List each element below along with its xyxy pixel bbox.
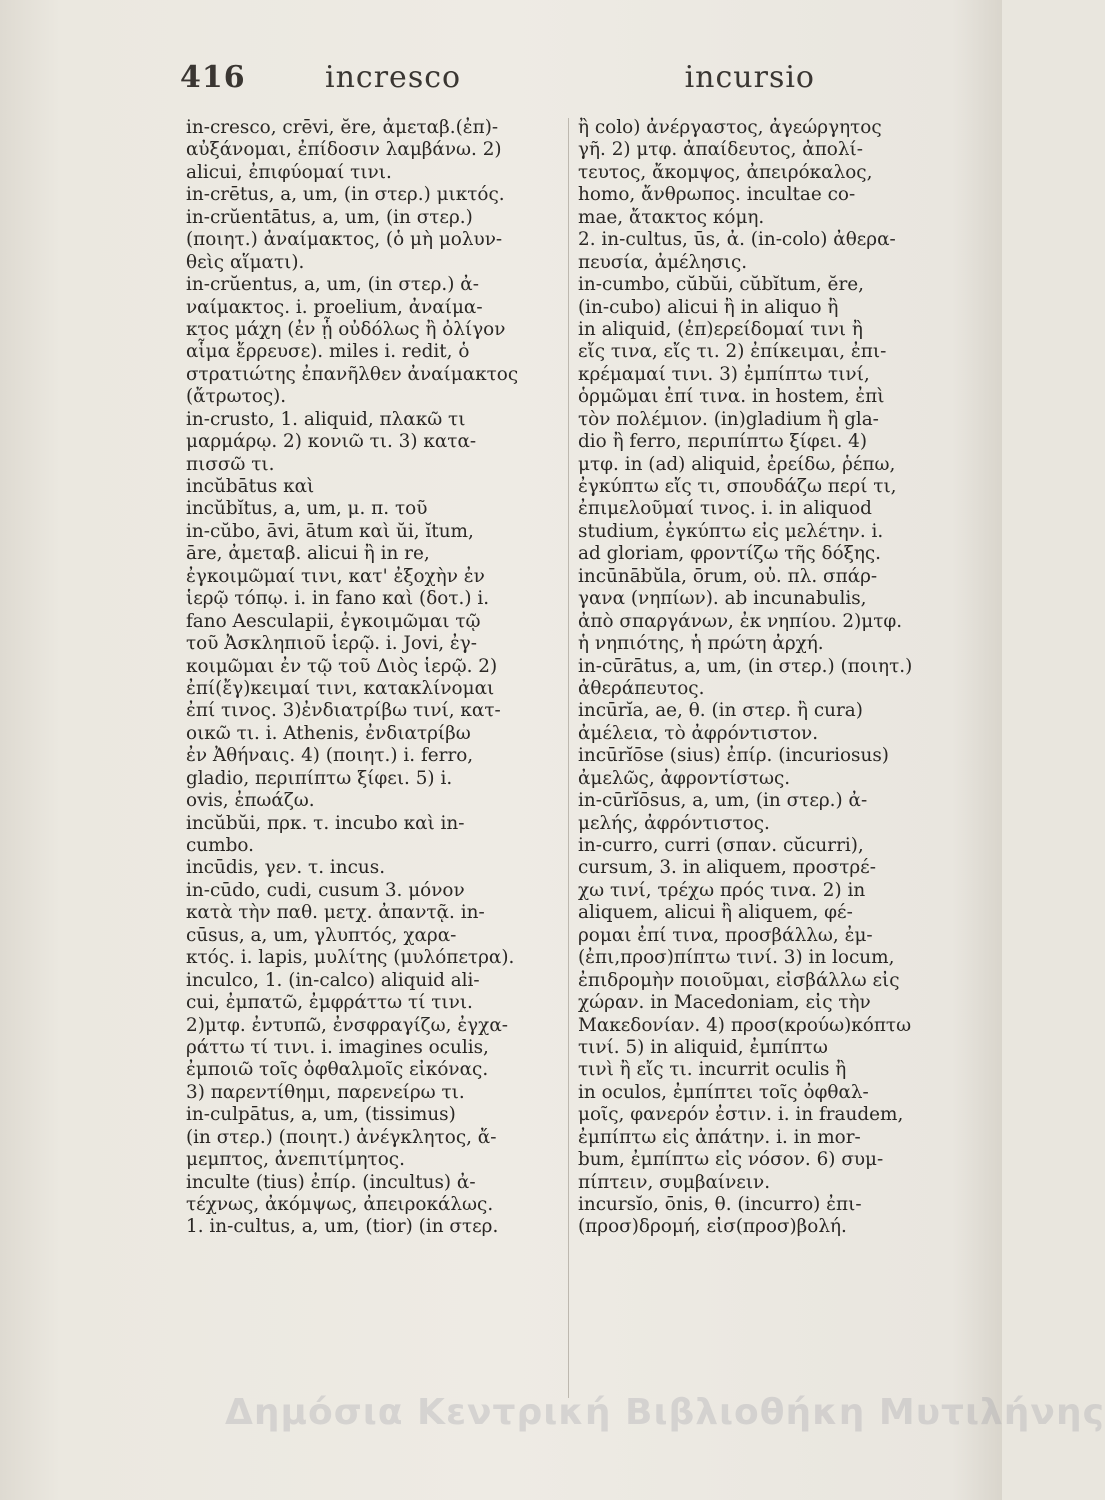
text-line: ἐν Ἀθήναις. 4) (ποιητ.) i. ferro,	[186, 745, 474, 767]
page-header	[180, 60, 820, 108]
text-line: (ἄτρωτος).	[186, 386, 287, 408]
text-line: 1. in-cultus, a, um, (tior) (in στερ.	[186, 1216, 499, 1238]
text-line: in-culpātus, a, um, (tissimus)	[186, 1104, 456, 1126]
text-line: 2)μτφ. ἐντυπῶ, ἐνσφραγίζω, ἐγχα-	[186, 1014, 508, 1036]
text-line: incūrĭōse (sius) ἐπίρ. (incuriosus)	[578, 745, 889, 767]
text-line: dio ἢ ferro, περιπίπτω ξίφει. 4)	[578, 431, 868, 453]
text-line: ἐπί(ἔγ)κειμαί τινι, κατακλίνομαι	[186, 677, 495, 699]
text-line: gladio, περιπίπτω ξίφει. 5) i.	[186, 767, 453, 789]
text-line: κρέμαμαί τινι. 3) ἐμπίπτω τινί,	[578, 363, 870, 385]
text-line: ἐγκοιμῶμαί τινι, κατ' ἐξοχὴν ἐν	[186, 565, 485, 587]
right-column	[578, 117, 956, 1239]
text-line: πευσία, ἀμέλησις.	[578, 251, 748, 273]
text-line: fano Aesculapii, ἐγκοιμῶμαι τῷ	[186, 610, 481, 632]
text-line: alicui, ἐπιφύομαί τινι.	[186, 161, 392, 183]
left-guide-word: incresco	[325, 60, 462, 95]
text-line: μτφ. in (ad) aliquid, ἐρείδω, ῥέπω,	[578, 453, 896, 475]
text-line: ἀπὸ σπαργάνων, ἐκ νηπίου. 2)μτφ.	[578, 610, 903, 632]
text-line: incŭbātus καὶ	[186, 476, 315, 497]
text-line: ἐμποιῶ τοῖς ὀφθαλμοῖς εἰκόνας.	[186, 1059, 489, 1081]
text-line: μεμπτος, ἀνεπιτίμητος.	[186, 1149, 405, 1171]
text-line: ἀμέλεια, τὸ ἀφρόντιστον.	[578, 722, 819, 744]
text-line: cumbo.	[186, 835, 254, 856]
text-line: ἡ νηπιότης, ἡ πρώτη ἀρχή.	[578, 633, 824, 655]
text-line: ἐγκύπτω εἴς τι, σπουδάζω περί τι,	[578, 476, 897, 497]
text-line: εἴς τινα, εἴς τι. 2) ἐπίκειμαι, ἐπι-	[578, 341, 887, 363]
text-line: ἱερῷ τόπῳ. i. in fano καὶ (δοτ.) i.	[186, 588, 490, 610]
text-line: bum, ἐμπίπτω εἰς νόσον. 6) συμ-	[578, 1149, 884, 1171]
text-line: κτος μάχη (ἐν ᾗ οὐδόλως ἢ ὀλίγον	[186, 318, 506, 340]
text-line: studium, ἐγκύπτω εἰς μελέτην. i.	[578, 520, 884, 542]
text-line: 3) παρεντίθημι, παρενείρω τι.	[186, 1081, 465, 1103]
text-line: 2. in-cultus, ūs, ἀ. (in-colo) ἀθερα-	[578, 229, 896, 251]
text-line: āre, ἀμεταβ. alicui ἢ in re,	[186, 543, 430, 565]
text-line: in-cumbo, cŭbŭi, cŭbĭtum, ĕre,	[578, 274, 864, 296]
text-line: incursĭo, ōnis, θ. (incurro) ἐπι-	[578, 1194, 862, 1215]
text-line: ὁρμῶμαι ἐπί τινα. in hostem, ἐπὶ	[578, 386, 885, 408]
text-line: mae, ἄτακτος κόμη.	[578, 206, 765, 228]
text-line: τοῦ Ἀσκληπιοῦ ἱερῷ. i. Jovi, ἐγ-	[186, 633, 477, 655]
text-line: αὐξάνομαι, ἐπίδοσιν λαμβάνω. 2)	[186, 139, 502, 161]
library-watermark: Δημόσια Κεντρική Βιβλιοθήκη Μυτιλήνης	[225, 1392, 1105, 1433]
text-line: inculco, 1. (in-calco) aliquid ali-	[186, 969, 480, 991]
text-line: μελής, ἀφρόντιστος.	[578, 812, 770, 834]
text-line: πισσῶ τι.	[186, 453, 275, 475]
text-line: ἐπιδρομὴν ποιοῦμαι, εἰσβάλλω εἰς	[578, 969, 900, 991]
text-line: οικῶ τι. i. Athenis, ἐνδιατρίβω	[186, 722, 471, 744]
text-line: αἷμα ἔρρευσε). miles i. redit, ὁ	[186, 341, 470, 363]
text-line: ρομαι ἐπί τινα, προσβάλλω, ἐμ-	[578, 924, 873, 946]
text-line: (in στερ.) (ποιητ.) ἀνέγκλητος, ἄ-	[186, 1126, 497, 1148]
text-line: incūnābŭla, ōrum, οὐ. πλ. σπάρ-	[578, 565, 878, 587]
text-line: κατὰ τὴν παθ. μετχ. ἀπαντᾷ. in-	[186, 902, 485, 924]
text-line: τινὶ ἢ εἴς τι. incurrit oculis ἢ	[578, 1059, 847, 1081]
text-line: γῆ. 2) μτφ. ἀπαίδευτος, ἀπολί-	[578, 139, 863, 161]
text-line: ἀθεράπευτος.	[578, 677, 705, 699]
text-line: ad gloriam, φροντίζω τῆς δόξης.	[578, 543, 881, 565]
text-line: cursum, 3. in aliquem, προστρέ-	[578, 857, 876, 879]
text-line: ἐπί τινος. 3)ἐνδιατρίβω τινί, κατ-	[186, 700, 501, 722]
text-line: (προσ)δρομή, εἰσ(προσ)βολή.	[578, 1216, 847, 1238]
text-line: in-cūrĭōsus, a, um, (in στερ.) ἀ-	[578, 790, 868, 812]
text-line: τὸν πολέμιον. (in)gladium ἢ gla-	[578, 408, 879, 430]
text-line: homo, ἄνθρωπος. incultae co-	[578, 184, 856, 206]
text-line: in-cūrātus, a, um, (in στερ.) (ποιητ.)	[578, 655, 913, 677]
text-line: στρατιώτης ἐπανῆλθεν ἀναίμακτος	[186, 363, 519, 385]
text-line: (ποιητ.) ἀναίμακτος, (ὁ μὴ μολυν-	[186, 229, 503, 251]
text-line: inculte (tius) ἐπίρ. (incultus) ἀ-	[186, 1171, 476, 1193]
text-line: (ἐπι,προσ)πίπτω τινί. 3) in locum,	[578, 947, 895, 969]
text-line: χω τινί, τρέχω πρός τινα. 2) in	[578, 879, 866, 901]
text-line: in aliquid, (ἐπ)ερείδομαί τινι ἢ	[578, 318, 863, 340]
text-line: aliquem, alicui ἢ aliquem, φέ-	[578, 902, 853, 924]
text-line: in-crusto, 1. aliquid, πλακῶ τι	[186, 408, 466, 430]
text-line: γανα (νηπίων). ab incunabulis,	[578, 588, 867, 610]
text-line: in-curro, curri (σπαν. cŭcurri),	[578, 835, 864, 856]
text-line: incūrĭa, ae, θ. (in στερ. ἢ cura)	[578, 700, 863, 722]
text-line: κτός. i. lapis, μυλίτης (μυλόπετρα).	[186, 947, 515, 969]
text-line: cui, ἐμπατῶ, ἐμφράττω τί τινι.	[186, 992, 473, 1014]
text-line: ἀμελῶς, ἀφροντίστως.	[578, 767, 791, 789]
text-line: κοιμῶμαι ἐν τῷ τοῦ Διὸς ἱερῷ. 2)	[186, 655, 498, 677]
text-line: ράττω τί τινι. i. imagines oculis,	[186, 1036, 489, 1058]
text-line: ἐπιμελοῦμαί τινος. i. in aliquod	[578, 498, 872, 520]
text-line: χώραν. in Macedoniam, εἰς τὴν	[578, 992, 871, 1014]
text-line: in-cūdo, cudi, cusum 3. μόνον	[186, 879, 465, 901]
text-line: Μακεδονίαν. 4) προσ(κρούω)κόπτω	[578, 1014, 912, 1036]
text-line: ovis, ἐπωάζω.	[186, 790, 315, 812]
text-line: ἐμπίπτω εἰς ἀπάτην. i. in mor-	[578, 1126, 861, 1148]
left-column	[186, 117, 571, 1239]
text-line: in-cŭbo, āvi, ātum καὶ ŭi, ĭtum,	[186, 520, 474, 542]
text-line: ἢ colo) ἀνέργαστος, ἀγεώργητος	[578, 117, 882, 138]
text-line: incŭbĭtus, a, um, μ. π. τοῦ	[186, 498, 428, 520]
text-line: μαρμάρῳ. 2) κονιῶ τι. 3) κατα-	[186, 431, 477, 453]
text-line: ναίμακτος. i. proelium, ἀναίμα-	[186, 296, 483, 318]
text-line: τινί. 5) in aliquid, ἐμπίπτω	[578, 1036, 828, 1058]
page-number: 416	[180, 60, 246, 95]
text-line: in-cresco, crēvi, ĕre, ἀμεταβ.(ἐπ)-	[186, 117, 499, 138]
text-line: in oculos, ἐμπίπτει τοῖς ὀφθαλ-	[578, 1081, 869, 1103]
text-line: incūdis, γεν. τ. incus.	[186, 857, 386, 879]
text-line: τευτος, ἄκομψος, ἀπειρόκαλος,	[578, 161, 873, 183]
right-guide-word: incursio	[684, 60, 815, 95]
text-line: πίπτειν, συμβαίνειν.	[578, 1171, 771, 1193]
text-line: θεὶς αἵματι).	[186, 251, 305, 273]
text-line: μοῖς, φανερόν ἐστιν. i. in fraudem,	[578, 1104, 904, 1126]
text-line: in-crētus, a, um, (in στερ.) μικτός.	[186, 184, 505, 206]
text-line: cūsus, a, um, γλυπτός, χαρα-	[186, 924, 457, 946]
text-line: τέχνως, ἀκόμψως, ἀπειροκάλως.	[186, 1194, 494, 1215]
column-divider	[568, 118, 569, 1398]
text-line: in-crŭentātus, a, um, (in στερ.)	[186, 206, 473, 228]
text-line: incŭbŭi, πρκ. τ. incubo καὶ in-	[186, 812, 465, 834]
text-line: in-crŭentus, a, um, (in στερ.) ἀ-	[186, 274, 479, 296]
text-line: (in-cubo) alicui ἢ in aliquo ἢ	[578, 296, 839, 318]
